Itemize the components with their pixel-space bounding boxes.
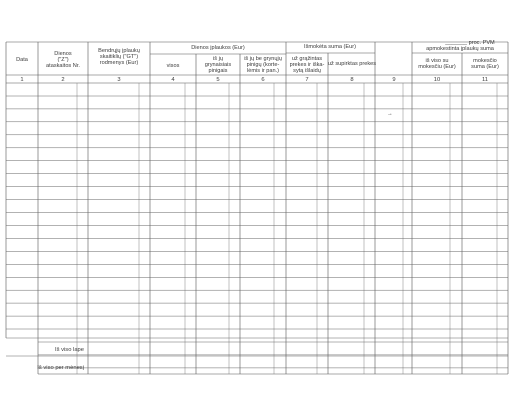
header-grazintas-line2: prekes ir iška- (289, 62, 325, 68)
column-number: 8 (350, 77, 354, 83)
footer (37, 347, 84, 371)
header-data: Data (16, 57, 28, 63)
column-number: 2 (61, 77, 65, 83)
row-lines (6, 96, 508, 368)
column-number-row (20, 77, 488, 83)
header-row (16, 40, 499, 74)
header-visos: visos (166, 63, 180, 69)
header-grynaisiais-line1: iš jų (213, 56, 223, 62)
header-be-grynuju-line1: iš jų be grynųjų (244, 56, 282, 62)
header-pvm-sub: apmokestinta įplaukų suma (426, 46, 494, 52)
header-mokescio-line2: suma (Eur) (471, 64, 499, 70)
header-grazintas-line3: sytą išlaidų (293, 68, 321, 74)
header-grynaisiais-line2: grynaisiais (204, 62, 232, 68)
header-be-grynuju-line3: lėmis ir pan.) (246, 68, 280, 74)
header-viso-su-mokesciu-line1: iš viso su (425, 58, 449, 64)
column-number: 4 (171, 77, 175, 83)
subcolumn-lines (77, 83, 497, 374)
header-grynaisiais-line3: pinigais (208, 68, 228, 74)
column-number: 1 (20, 77, 24, 83)
header-grazintas-line1: už grąžintas (291, 56, 323, 62)
header-supirktas: už supirktas prekes (327, 61, 377, 67)
header-dienos-line3: ataskaitos Nr. (46, 63, 80, 69)
column-number: 11 (481, 77, 489, 83)
column-number: 10 (433, 77, 441, 83)
column-number: 3 (117, 77, 121, 83)
stray-mark: → (387, 111, 393, 117)
column-number: 7 (305, 77, 309, 83)
header-viso-su-mokesciu-line2: mokesčiu (Eur) (418, 64, 456, 70)
header-be-grynuju-line2: pinigų (korte- (246, 62, 280, 68)
header-bendruju-line3: rodmenys (Eur) (99, 60, 139, 66)
header-dienos-line1: Dienos (54, 51, 72, 57)
header-bendruju-line2: skaitiklių ("GT") (99, 54, 139, 60)
header-mokescio-line1: mokesčio (473, 58, 497, 64)
footer-is-viso-lape: Iš viso lape (55, 347, 84, 353)
column-number: 5 (216, 77, 220, 83)
column-number: 9 (392, 77, 396, 83)
column-number: 6 (261, 77, 265, 83)
header-dienos-iplaukos: Dienos įplaukos (Eur) (191, 45, 245, 51)
header-bendruju-line1: Bendrųjų įplaukų (98, 48, 140, 54)
footer-is-viso-per-menesi: Iš viso per mėnesį (37, 365, 84, 371)
header-dienos-line2: ("Z") (57, 57, 69, 63)
column-lines (6, 42, 508, 374)
header-pvm-top: _______ proc. PVM (445, 40, 495, 46)
header-ismoketa-suma: Išmokėta suma (Eur) (304, 44, 356, 50)
